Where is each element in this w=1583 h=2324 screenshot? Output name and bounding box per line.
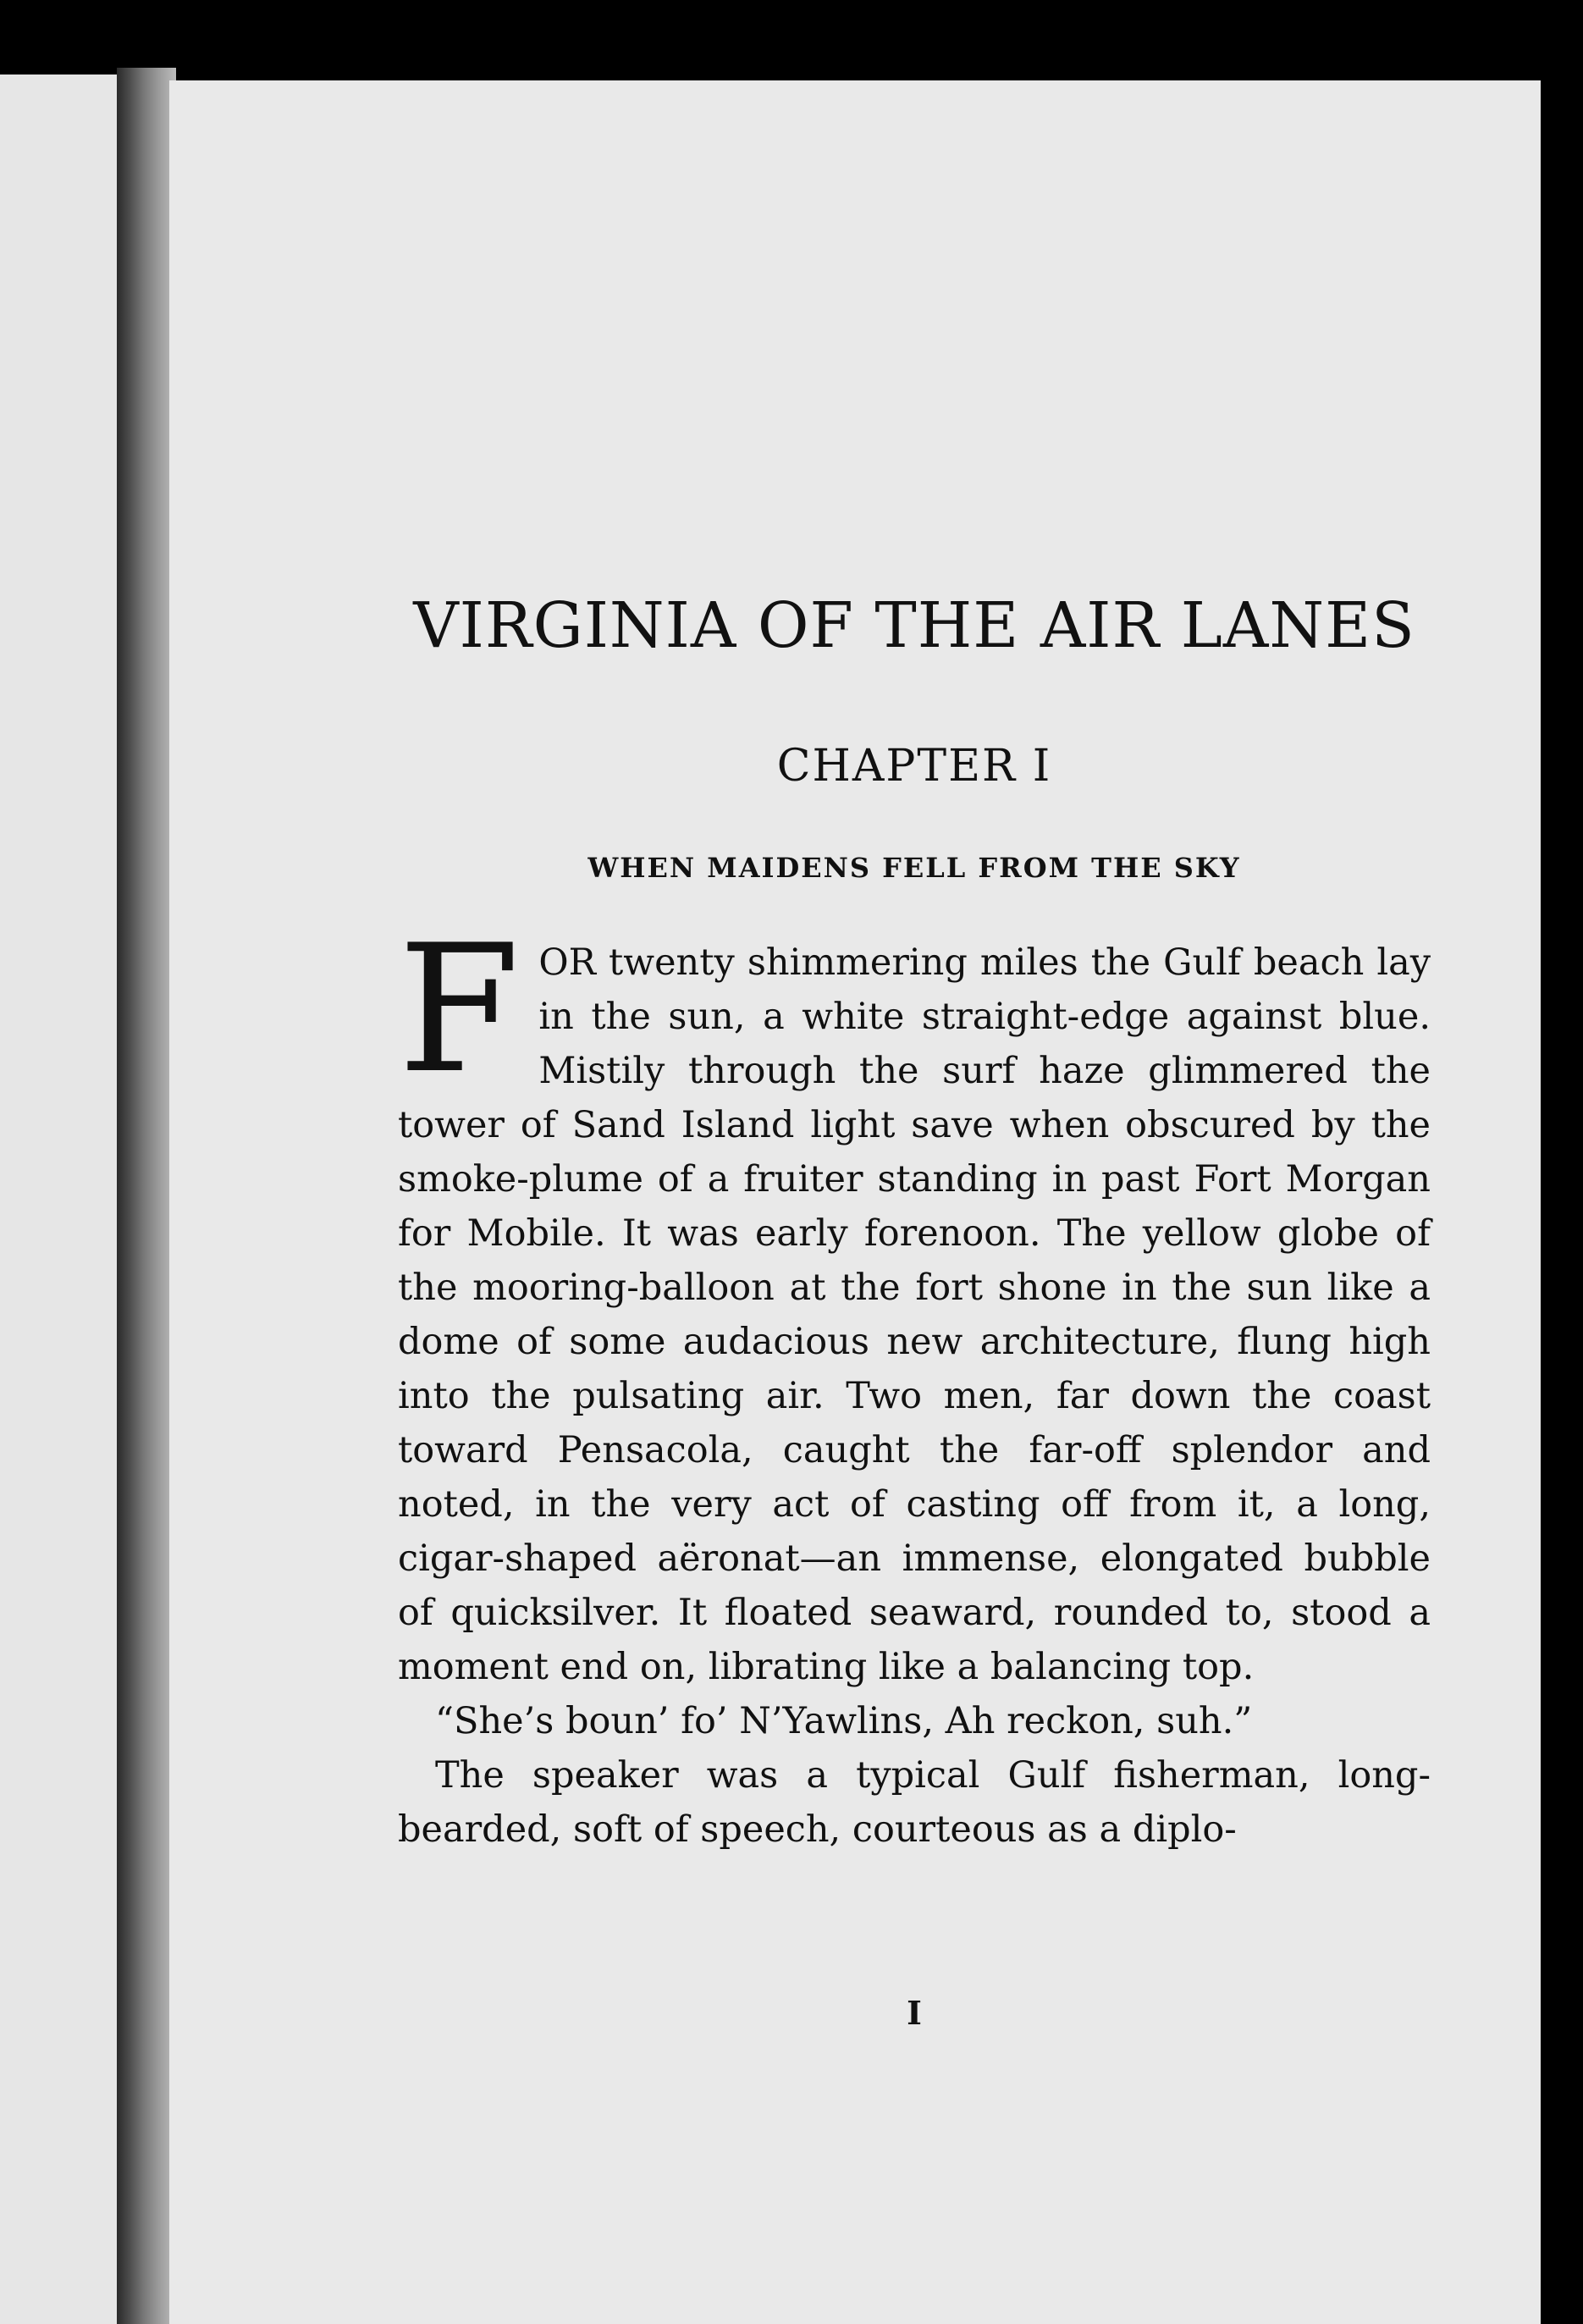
- body-text: [398, 907, 1431, 1857]
- chapter-heading: CHAPTER I: [776, 740, 1052, 792]
- page-content: [398, 588, 1431, 2032]
- paragraph-1-text: OR twenty shimmering miles the Gulf beach lay in the sun, a white straight-edge against blue. Mistily through the surf haze glimmered the tower of Sand Island light save when obscured by the smoke-plume of a fruiter standing in past Fort Morgan for Mobile. It was early forenoon. The yellow globe of the mooring-balloon at the fort shone in the sun like a dome of some audacious new architecture, flung high into the pulsating air. Two men, far down the coast toward Pensacola, caught the far-off splendor and noted, in the very act of casting off from it, a long, cigar-shaped aëronat—an immense, elongated bubble of quicksilver. It floated seaward, rounded to, stood a moment end on, librating like a balancing top.: [398, 941, 1431, 1688]
- chapter-subtitle: WHEN MAIDENS FELL FROM THE SKY: [587, 852, 1241, 885]
- page-number: I: [907, 1994, 922, 2032]
- book-spine: [117, 68, 176, 2324]
- paragraph-3: The speaker was a typical Gulf fisherman, long-bearded, soft of speech, courteous as a diplo-: [398, 1753, 1431, 1851]
- book-page: [169, 80, 1541, 2324]
- book-title: VIRGINIA OF THE AIR LANES: [413, 589, 1415, 662]
- drop-cap: F: [398, 907, 521, 1112]
- paragraph-2: “She’s boun’ fo’ N’Yawlins, Ah reckon, suh.”: [435, 1699, 1253, 1742]
- left-page-edge: [0, 75, 119, 2324]
- paragraph-1: [398, 907, 1431, 1694]
